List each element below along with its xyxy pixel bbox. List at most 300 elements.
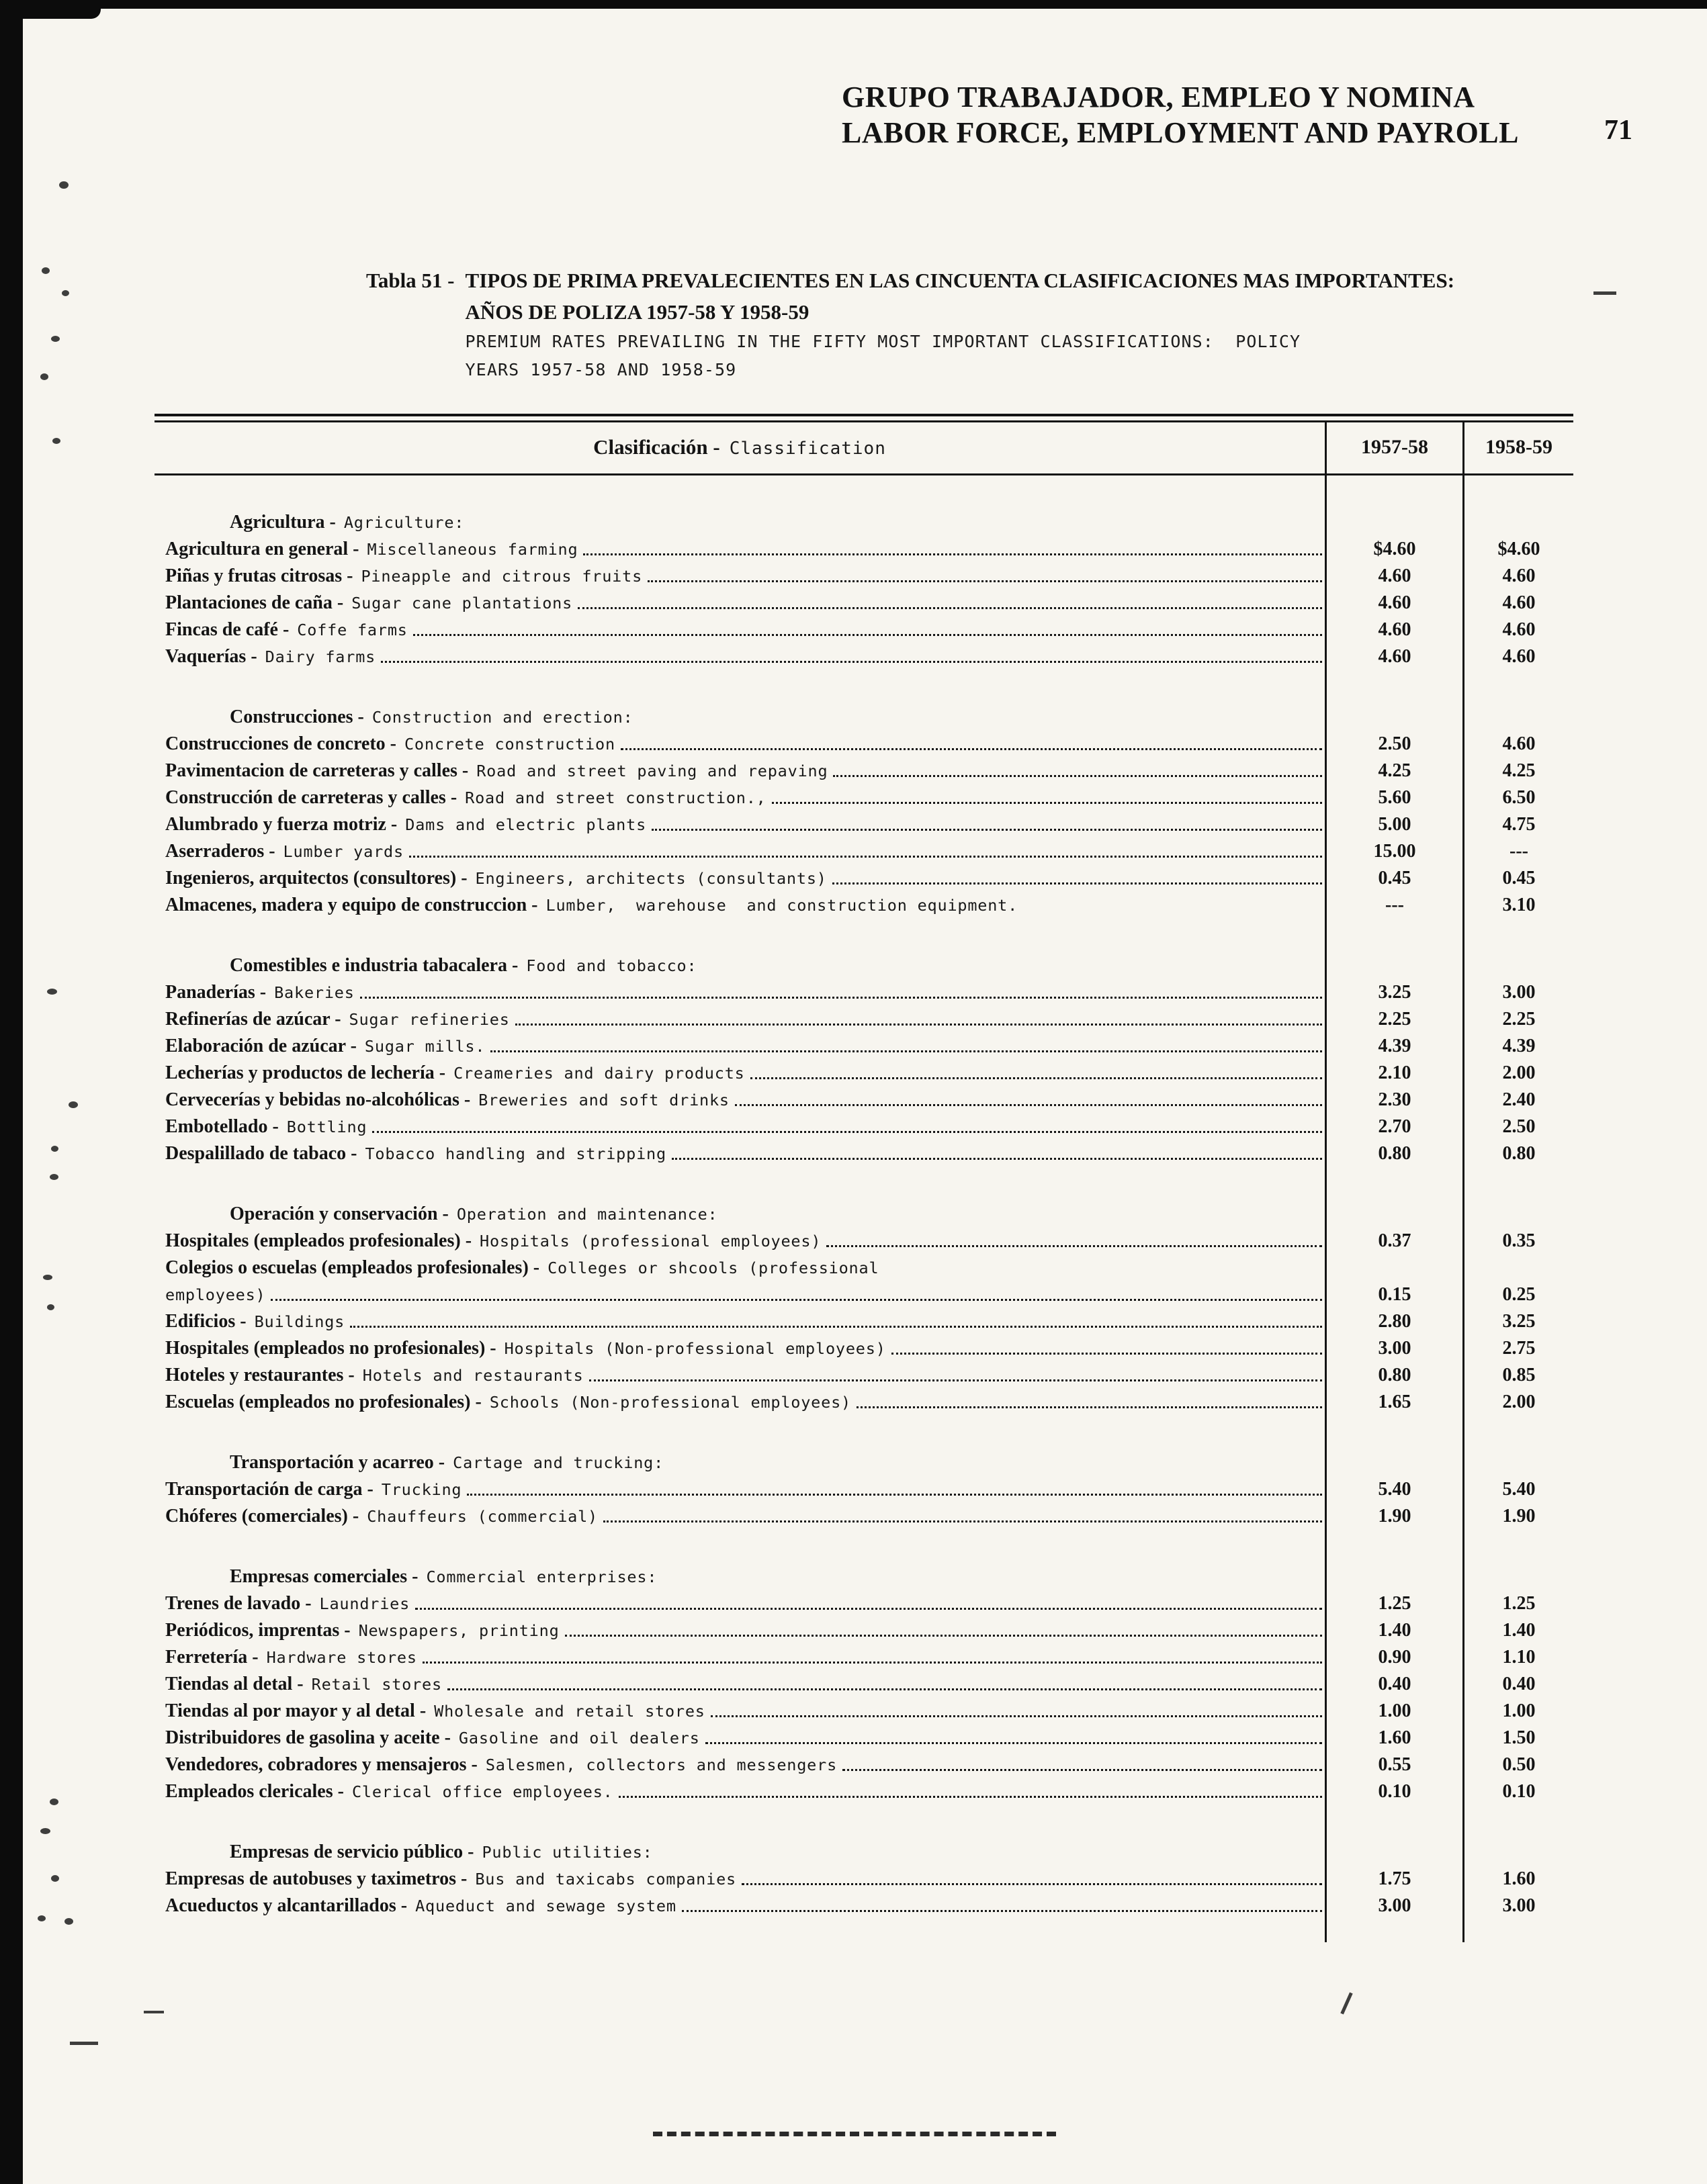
label-english: Road and street paving and repaving xyxy=(476,762,828,780)
scan-artifact xyxy=(50,1799,58,1805)
scan-artifact xyxy=(47,1304,54,1310)
rate-1957-58: 4.39 xyxy=(1325,1033,1462,1060)
label-spanish: Chóferes (comerciales) - xyxy=(165,1506,359,1527)
spacer-row xyxy=(155,475,1573,509)
section-heading-es: Agricultura - xyxy=(230,512,336,533)
classification-label xyxy=(155,1698,1325,1725)
dot-leader xyxy=(750,1077,1322,1079)
section-heading-es: Empresas de servicio público - xyxy=(230,1841,474,1862)
label-english: Road and street construction., xyxy=(465,788,767,807)
rate-1958-59: 2.75 xyxy=(1462,1335,1573,1362)
dot-leader xyxy=(772,802,1322,804)
empty-cell xyxy=(155,1919,1325,1942)
label-spanish: Tiendas al detal - xyxy=(165,1674,304,1694)
label-english: Aqueduct and sewage system xyxy=(415,1897,676,1915)
dot-leader xyxy=(682,1910,1322,1912)
dot-leader xyxy=(360,997,1322,999)
classification-label xyxy=(155,1060,1325,1087)
year-column-1957-58: 1957-58 xyxy=(1325,422,1462,473)
rate-1957-58: 3.00 xyxy=(1325,1335,1462,1362)
scan-artifact xyxy=(64,1918,73,1925)
rate-1958-59: 1.00 xyxy=(1462,1698,1573,1725)
classification-label xyxy=(155,1751,1325,1778)
table-row xyxy=(155,1617,1573,1644)
rate-1958-59: 5.40 xyxy=(1462,1476,1573,1503)
table-row xyxy=(155,731,1573,758)
label-spanish: Hoteles y restaurantes - xyxy=(165,1365,355,1385)
label-spanish: Embotellado - xyxy=(165,1116,279,1137)
scan-artifact xyxy=(47,989,57,995)
label-spanish: Almacenes, madera y equipo de construccion - xyxy=(165,895,538,915)
classification-label xyxy=(155,643,1325,670)
dot-leader xyxy=(832,882,1322,884)
rate-1957-58: 15.00 xyxy=(1325,838,1462,865)
label-english: Hospitals (Non-professional employees) xyxy=(504,1339,886,1358)
classification-label xyxy=(155,1503,1325,1530)
rate-1958-59: 0.80 xyxy=(1462,1140,1573,1167)
scan-artifact xyxy=(50,1174,58,1180)
rate-1957-58: --- xyxy=(1325,892,1462,919)
table-row xyxy=(155,1476,1573,1503)
dot-leader xyxy=(589,1379,1322,1381)
label-spanish: Despalillado de tabaco - xyxy=(165,1143,357,1164)
dot-leader xyxy=(409,856,1322,858)
label-english: Sugar mills. xyxy=(364,1037,486,1056)
table-row xyxy=(155,1335,1573,1362)
rate-1957-58: 5.60 xyxy=(1325,784,1462,811)
empty-cell xyxy=(1462,919,1573,952)
rate-1957-58: 1.00 xyxy=(1325,1698,1462,1725)
classification-label xyxy=(155,731,1325,758)
classification-label xyxy=(155,1308,1325,1335)
empty-cell xyxy=(1462,509,1573,536)
table-row xyxy=(155,617,1573,643)
section-heading-row xyxy=(155,509,1573,536)
label-spanish: Plantaciones de caña - xyxy=(165,592,344,613)
section-heading-es: Comestibles e industria tabacalera - xyxy=(230,955,519,976)
classification-column-header xyxy=(155,422,1325,473)
spacer-row xyxy=(155,1167,1573,1201)
label-spanish: Ingenieros, arquitectos (consultores) - xyxy=(165,868,468,889)
dot-leader xyxy=(742,1883,1322,1885)
classification-label xyxy=(155,617,1325,643)
label-english: Lumber, warehouse and construction equipment. xyxy=(545,896,1018,915)
label-english: Breweries and soft drinks xyxy=(478,1091,730,1109)
label-spanish: Empleados clericales - xyxy=(165,1781,344,1802)
scan-artifact xyxy=(43,1275,52,1280)
page-number: 71 xyxy=(1604,115,1632,146)
rate-1957-58: 1.65 xyxy=(1325,1389,1462,1416)
classification-table xyxy=(155,414,1573,1942)
label-english: Newspapers, printing xyxy=(358,1621,560,1640)
dot-leader xyxy=(490,1050,1322,1052)
empty-cell xyxy=(155,919,1325,952)
classification-label xyxy=(155,563,1325,590)
spacer-row xyxy=(155,1530,1573,1563)
section-heading xyxy=(155,1839,1325,1866)
dot-leader xyxy=(621,748,1322,750)
section-heading xyxy=(155,1563,1325,1590)
rate-1957-58 xyxy=(1325,1255,1462,1281)
rate-1957-58: 1.75 xyxy=(1325,1866,1462,1893)
dot-leader xyxy=(381,661,1322,663)
dot-leader xyxy=(735,1104,1322,1106)
table-row xyxy=(155,1087,1573,1113)
rate-1958-59: 4.60 xyxy=(1462,643,1573,670)
label-english: Bus and taxicabs companies xyxy=(475,1870,736,1889)
section-heading xyxy=(155,509,1325,536)
dot-leader xyxy=(833,775,1322,777)
label-spanish: Vendedores, cobradores y mensajeros - xyxy=(165,1754,478,1775)
label-spanish: Cervecerías y bebidas no-alcohólicas - xyxy=(165,1089,471,1110)
label-spanish: Panaderías - xyxy=(165,982,267,1003)
empty-cell xyxy=(1462,1839,1573,1866)
section-heading-row xyxy=(155,1839,1573,1866)
rate-1958-59: $4.60 xyxy=(1462,536,1573,563)
rate-1957-58: 2.25 xyxy=(1325,1006,1462,1033)
rate-1957-58: 1.25 xyxy=(1325,1590,1462,1617)
empty-cell xyxy=(1325,919,1462,952)
rate-1958-59: --- xyxy=(1462,838,1573,865)
label-english: Colleges or shcools (professional xyxy=(548,1259,879,1277)
classification-label xyxy=(155,1644,1325,1671)
empty-cell xyxy=(1325,475,1462,509)
label-spanish: Vaquerías - xyxy=(165,646,257,667)
label-english: Clerical office employees. xyxy=(351,1782,613,1801)
label-english: Salesmen, collectors and messengers xyxy=(485,1756,838,1774)
label-spanish: Piñas y frutas citrosas - xyxy=(165,565,353,586)
rate-1958-59: 1.10 xyxy=(1462,1644,1573,1671)
scan-artifact xyxy=(1340,1992,1352,2014)
classification-label xyxy=(155,865,1325,892)
dot-leader xyxy=(648,580,1322,582)
rate-1958-59: 4.60 xyxy=(1462,590,1573,617)
dot-leader xyxy=(705,1742,1322,1744)
dot-leader xyxy=(350,1326,1322,1328)
scan-artifact xyxy=(40,373,48,380)
section-heading-es: Transportación y acarreo - xyxy=(230,1452,445,1473)
section-heading-en: Food and tobacco: xyxy=(526,956,697,975)
empty-cell xyxy=(1462,1167,1573,1201)
rate-1957-58: 0.80 xyxy=(1325,1362,1462,1389)
table-row xyxy=(155,758,1573,784)
label-english: Sugar refineries xyxy=(349,1010,510,1029)
table-row xyxy=(155,1751,1573,1778)
label-english: Engineers, architects (consultants) xyxy=(475,869,827,888)
empty-cell xyxy=(155,1167,1325,1201)
label-english: Retail stores xyxy=(311,1675,442,1694)
rate-1958-59: 4.60 xyxy=(1462,563,1573,590)
rate-1958-59: 2.00 xyxy=(1462,1060,1573,1087)
label-spanish: Refinerías de azúcar - xyxy=(165,1009,341,1030)
table-row xyxy=(155,1140,1573,1167)
table-row xyxy=(155,1255,1573,1281)
spacer-row xyxy=(155,1416,1573,1449)
rate-1958-59: 1.60 xyxy=(1462,1866,1573,1893)
label-spanish: Tiendas al por mayor y al detal - xyxy=(165,1700,427,1721)
label-spanish: Ferretería - xyxy=(165,1647,259,1668)
title-es-line1: TIPOS DE PRIMA PREVALECIENTES EN LAS CINCUENTA CLASIFICACIONES MAS IMPORTANTES: xyxy=(465,269,1455,292)
rate-1958-59: 3.00 xyxy=(1462,979,1573,1006)
empty-cell xyxy=(1325,509,1462,536)
rate-1957-58: 4.60 xyxy=(1325,563,1462,590)
rate-1957-58: 0.45 xyxy=(1325,865,1462,892)
table-row xyxy=(155,838,1573,865)
rate-1958-59: 0.25 xyxy=(1462,1281,1573,1308)
rate-1957-58: $4.60 xyxy=(1325,536,1462,563)
section-heading-es: Empresas comerciales - xyxy=(230,1566,419,1587)
rate-1958-59: 4.25 xyxy=(1462,758,1573,784)
rate-1958-59: 4.39 xyxy=(1462,1033,1573,1060)
label-spanish: Pavimentacion de carreteras y calles - xyxy=(165,760,469,781)
classification-label xyxy=(155,1590,1325,1617)
rate-1957-58: 5.00 xyxy=(1325,811,1462,838)
label-english: Gasoline and oil dealers xyxy=(458,1729,700,1747)
dot-leader xyxy=(619,1796,1322,1798)
empty-cell xyxy=(1462,1530,1573,1563)
rate-1958-59: 1.25 xyxy=(1462,1590,1573,1617)
label-spanish: Empresas de autobuses y taximetros - xyxy=(165,1868,468,1889)
empty-cell xyxy=(1325,704,1462,731)
section-heading-en: Public utilities: xyxy=(482,1843,653,1862)
label-english: Bakeries xyxy=(274,983,355,1002)
rate-1957-58: 0.40 xyxy=(1325,1671,1462,1698)
rate-1958-59: 0.45 xyxy=(1462,865,1573,892)
section-heading-row xyxy=(155,952,1573,979)
dot-leader xyxy=(583,553,1322,555)
label-spanish: Transportación de carga - xyxy=(165,1479,374,1500)
label-english: Wholesale and retail stores xyxy=(434,1702,705,1721)
scan-artifact xyxy=(59,181,69,189)
scan-artifact xyxy=(51,1146,58,1152)
rate-1958-59: 4.60 xyxy=(1462,731,1573,758)
label-english: employees) xyxy=(165,1285,266,1304)
table-row xyxy=(155,1590,1573,1617)
empty-cell xyxy=(1325,952,1462,979)
rate-1958-59: 2.50 xyxy=(1462,1113,1573,1140)
table-row xyxy=(155,1060,1573,1087)
classification-label xyxy=(155,784,1325,811)
scan-border-left xyxy=(0,0,23,2184)
section-heading-row xyxy=(155,1449,1573,1476)
rate-1958-59: 0.35 xyxy=(1462,1228,1573,1255)
table-row xyxy=(155,1671,1573,1698)
spacer-row xyxy=(155,670,1573,704)
rate-1958-59: 1.50 xyxy=(1462,1725,1573,1751)
section-heading-es: Operación y conservación - xyxy=(230,1203,449,1224)
label-spanish: Escuelas (empleados no profesionales) - xyxy=(165,1392,482,1412)
section-heading-en: Cartage and trucking: xyxy=(453,1453,664,1472)
rate-1958-59: 6.50 xyxy=(1462,784,1573,811)
rate-1957-58: 2.70 xyxy=(1325,1113,1462,1140)
table-row xyxy=(155,643,1573,670)
rate-1958-59: 2.00 xyxy=(1462,1389,1573,1416)
table-row xyxy=(155,979,1573,1006)
section-heading-es: Construcciones - xyxy=(230,707,364,727)
label-spanish: Acueductos y alcantarillados - xyxy=(165,1895,408,1916)
table-row xyxy=(155,1866,1573,1893)
column-header-en: Classification xyxy=(729,439,886,459)
label-spanish: Hospitales (empleados profesionales) - xyxy=(165,1230,472,1251)
rate-1957-58: 0.80 xyxy=(1325,1140,1462,1167)
empty-cell xyxy=(1462,1201,1573,1228)
table-row xyxy=(155,1228,1573,1255)
rate-1958-59: 0.85 xyxy=(1462,1362,1573,1389)
section-heading-row xyxy=(155,704,1573,731)
label-english: Sugar cane plantations xyxy=(351,594,573,612)
rate-1957-58: 4.60 xyxy=(1325,617,1462,643)
label-spanish: Lecherías y productos de lechería - xyxy=(165,1062,446,1083)
label-english: Hotels and restaurants xyxy=(362,1366,584,1385)
rate-1958-59: 3.25 xyxy=(1462,1308,1573,1335)
dot-leader xyxy=(578,607,1322,609)
dot-leader xyxy=(515,1023,1322,1026)
table-row xyxy=(155,590,1573,617)
rate-1958-59: 3.00 xyxy=(1462,1893,1573,1919)
section-heading-row xyxy=(155,1201,1573,1228)
classification-label xyxy=(155,1617,1325,1644)
label-spanish: Alumbrado y fuerza motriz - xyxy=(165,814,398,835)
classification-label xyxy=(155,1335,1325,1362)
scan-border-top xyxy=(0,0,1707,9)
empty-cell xyxy=(155,1416,1325,1449)
header-title-spanish: GRUPO TRABAJADOR, EMPLEO Y NOMINA xyxy=(842,81,1475,113)
table-title xyxy=(366,265,1589,384)
table-row xyxy=(155,1503,1573,1530)
label-spanish: Distribuidores de gasolina y aceite - xyxy=(165,1727,451,1748)
classification-label xyxy=(155,1228,1325,1255)
label-spanish: Edificios - xyxy=(165,1311,247,1332)
dot-leader xyxy=(826,1245,1322,1247)
scan-artifact xyxy=(1593,291,1616,295)
rate-1958-59: 4.60 xyxy=(1462,617,1573,643)
dot-leader xyxy=(891,1353,1322,1355)
table-row xyxy=(155,536,1573,563)
section-heading-en: Operation and maintenance: xyxy=(456,1205,718,1224)
label-english: Lumber yards xyxy=(283,842,404,861)
rate-1958-59: 2.25 xyxy=(1462,1006,1573,1033)
label-spanish: Colegios o escuelas (empleados profesionales) - xyxy=(165,1257,540,1278)
rate-1958-59: 0.50 xyxy=(1462,1751,1573,1778)
rate-1958-59: 2.40 xyxy=(1462,1087,1573,1113)
rate-1958-59: 3.10 xyxy=(1462,892,1573,919)
classification-label xyxy=(155,1255,1325,1281)
label-english: Trucking xyxy=(381,1480,462,1499)
spacer-row xyxy=(155,919,1573,952)
scan-artifact xyxy=(38,1915,46,1921)
label-english: Bottling xyxy=(286,1118,367,1136)
scan-artifact xyxy=(144,2011,164,2013)
empty-cell xyxy=(1325,1805,1462,1839)
table-header-row xyxy=(155,422,1573,475)
dot-leader xyxy=(603,1520,1322,1522)
table-row xyxy=(155,865,1573,892)
label-spanish: Periódicos, imprentas - xyxy=(165,1620,351,1641)
table-row xyxy=(155,811,1573,838)
dot-leader xyxy=(271,1299,1322,1301)
table-row xyxy=(155,1113,1573,1140)
label-english: Hardware stores xyxy=(266,1648,417,1667)
label-spanish: Aserraderos - xyxy=(165,841,275,862)
table-row xyxy=(155,1698,1573,1725)
rate-1957-58: 1.60 xyxy=(1325,1725,1462,1751)
section-heading xyxy=(155,704,1325,731)
scan-artifact xyxy=(51,336,60,342)
dot-leader xyxy=(842,1769,1322,1771)
table-number-label: Tabla 51 - xyxy=(366,269,455,292)
scan-artifact xyxy=(70,2042,98,2045)
label-english: Creameries and dairy products xyxy=(453,1064,745,1083)
empty-cell xyxy=(1462,475,1573,509)
dot-leader xyxy=(413,634,1322,636)
table-body xyxy=(155,475,1573,1942)
label-english: Schools (Non-professional employees) xyxy=(489,1393,851,1412)
dot-leader xyxy=(711,1715,1322,1717)
dot-leader xyxy=(565,1635,1322,1637)
section-heading xyxy=(155,1449,1325,1476)
classification-label xyxy=(155,758,1325,784)
classification-label xyxy=(155,1389,1325,1416)
classification-label xyxy=(155,1671,1325,1698)
year-column-1958-59: 1958-59 xyxy=(1462,422,1573,473)
empty-cell xyxy=(1325,1563,1462,1590)
scan-artifact xyxy=(52,438,60,444)
table-row xyxy=(155,1281,1573,1308)
classification-label xyxy=(155,1476,1325,1503)
empty-cell xyxy=(155,1530,1325,1563)
table-row xyxy=(155,1389,1573,1416)
page-header xyxy=(842,79,1519,150)
classification-label xyxy=(155,536,1325,563)
dot-leader xyxy=(467,1494,1322,1496)
scan-artifact xyxy=(42,267,50,274)
empty-cell xyxy=(1462,1919,1573,1942)
spacer-row xyxy=(155,1805,1573,1839)
empty-cell xyxy=(155,1805,1325,1839)
dot-leader xyxy=(447,1688,1322,1690)
rate-1957-58: 4.60 xyxy=(1325,643,1462,670)
rate-1957-58: 0.10 xyxy=(1325,1778,1462,1805)
label-spanish: Construcción de carreteras y calles - xyxy=(165,787,457,808)
label-spanish: Agricultura en general - xyxy=(165,539,359,559)
classification-label xyxy=(155,979,1325,1006)
scan-artifact xyxy=(653,2132,1056,2136)
empty-cell xyxy=(1325,1167,1462,1201)
scan-artifact xyxy=(51,1875,59,1882)
rate-1957-58: 4.60 xyxy=(1325,590,1462,617)
classification-label xyxy=(155,1006,1325,1033)
empty-cell xyxy=(1462,670,1573,704)
label-english: Concrete construction xyxy=(404,735,615,754)
classification-label xyxy=(155,590,1325,617)
label-spanish: Elaboración de azúcar - xyxy=(165,1036,357,1056)
title-lines xyxy=(466,265,1455,384)
label-english: Miscellaneous farming xyxy=(367,540,578,559)
rate-1957-58: 4.25 xyxy=(1325,758,1462,784)
table-row xyxy=(155,1893,1573,1919)
classification-label xyxy=(155,1087,1325,1113)
empty-cell xyxy=(1325,1530,1462,1563)
dot-leader xyxy=(423,1662,1322,1664)
label-english: Pineapple and citrous fruits xyxy=(361,567,643,586)
rate-1957-58: 3.00 xyxy=(1325,1893,1462,1919)
label-english: Hospitals (professional employees) xyxy=(480,1232,822,1250)
rate-1958-59: 1.90 xyxy=(1462,1503,1573,1530)
rate-1957-58: 1.40 xyxy=(1325,1617,1462,1644)
empty-cell xyxy=(155,670,1325,704)
label-english: Dairy farms xyxy=(265,647,376,666)
table-row xyxy=(155,1362,1573,1389)
